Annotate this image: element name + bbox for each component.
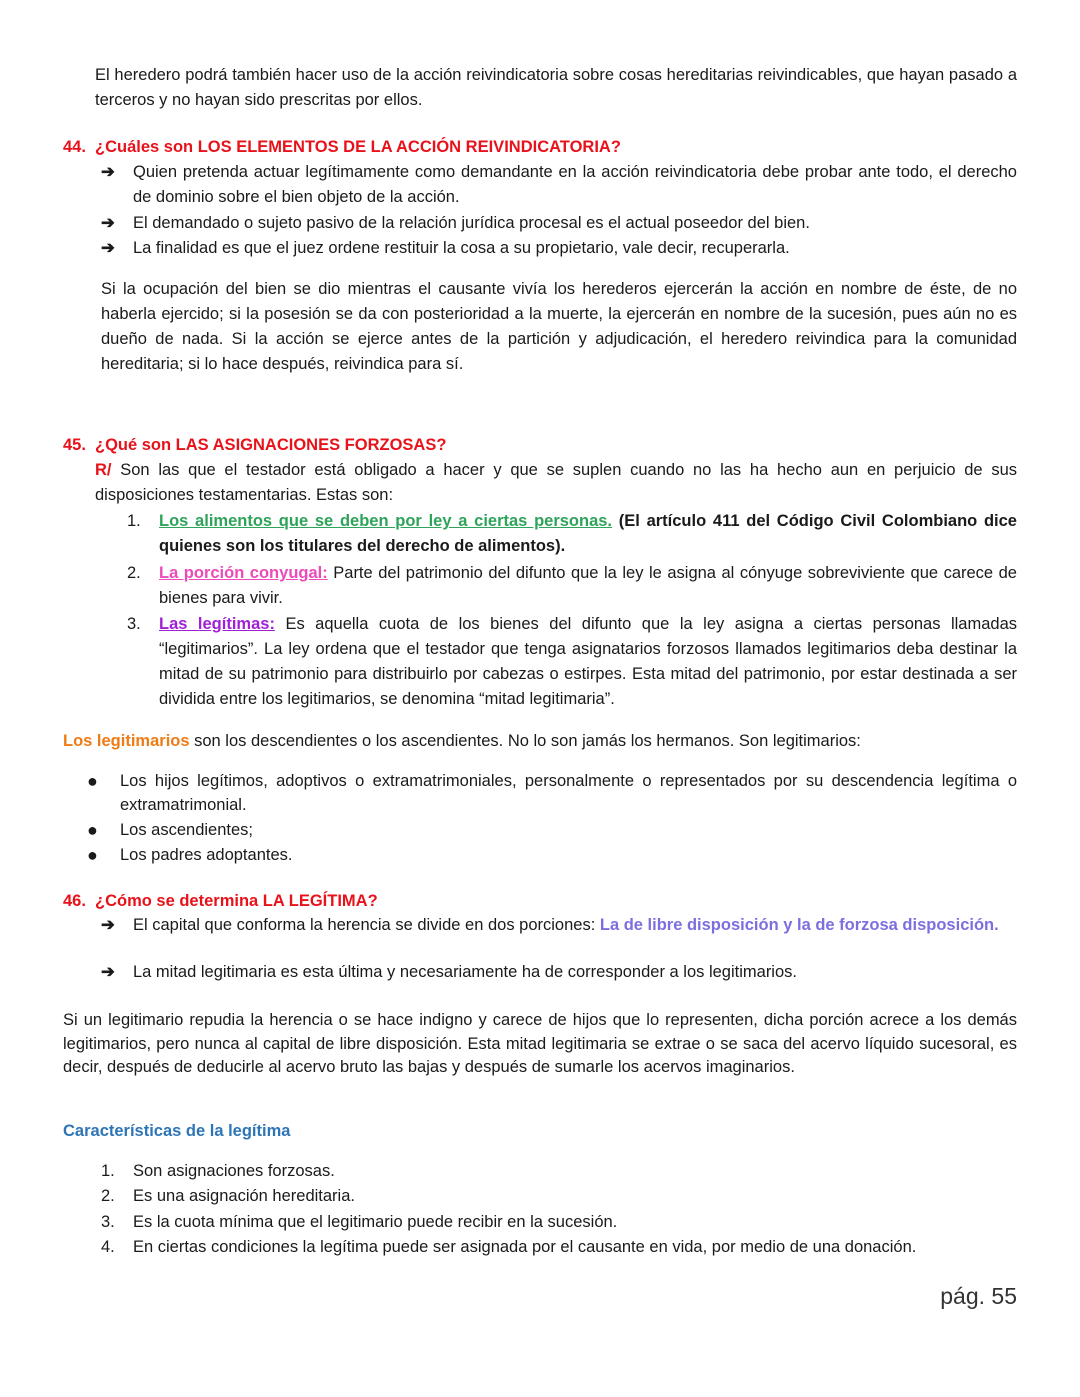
list-item (101, 211, 1017, 236)
list-item-text: La mitad legitimaria es esta última y necesariamente ha de corresponder a los legitimarios. (133, 963, 797, 981)
question-title: ¿Cuáles son LOS ELEMENTOS DE LA ACCIÓN REIVINDICATORIA? (95, 138, 621, 156)
q46-paragraph: Si un legitimario repudia la herencia o se hace indigno y carece de hijos que lo representen, dicha porción acrece a los demás legitimarios, pero nunca al capital de libre disposición. Esta mitad legitimaria se extrae o se saca del acervo líquido sucesoral, es decir, después de deducirle al acervo bruto las bajas y después de sumarle los acervos imaginarios. (63, 1011, 1017, 1076)
list-item (101, 960, 1017, 985)
list-number: 2. (101, 1187, 115, 1205)
list-item (127, 509, 1017, 559)
caracteristicas-heading: Características de la legítima (63, 1122, 291, 1140)
legitimas-label: Las legítimas: (159, 615, 275, 633)
question-number: 44. (63, 138, 86, 156)
question-number: 45. (63, 436, 86, 454)
list-item (127, 561, 1017, 611)
bullet-icon: ● (87, 820, 98, 840)
arrow-icon: ➔ (101, 963, 115, 981)
answer-text: Son las que el testador está obligado a hacer y que se suplen cuando no las ha hecho aun en perjuicio de sus disposiciones testamentarias. Estas son: (95, 461, 1017, 504)
list-item-text: Es la cuota mínima que el legitimario puede recibir en la sucesión. (133, 1213, 618, 1231)
list-item (87, 843, 1017, 867)
list-item-text: Parte del patrimonio del difunto que la ley le asigna al cónyuge sobreviviente que carece de bienes para vivir. (159, 564, 1017, 607)
list-item-text: Los hijos legítimos, adoptivos o extramatrimoniales, personalmente o representados por su descendencia legítima o extramatrimonial. (120, 772, 1017, 814)
list-item (87, 769, 1017, 817)
legitimarios-paragraph (63, 729, 1017, 754)
list-item-text: El capital que conforma la herencia se divide en dos porciones: (133, 916, 600, 934)
intro-paragraph: El heredero podrá también hacer uso de la acción reivindicatoria sobre cosas hereditarias reivindicables, que hayan pasado a terceros y no hayan sido prescritas por ellos. (95, 66, 1017, 109)
question-46-heading (63, 890, 378, 912)
question-number: 46. (63, 892, 86, 910)
legitimarios-term: Los legitimarios (63, 732, 190, 750)
list-item (101, 160, 1017, 210)
bullet-icon: ● (87, 845, 98, 865)
bullet-icon: ● (87, 771, 98, 791)
legitimarios-text: son los descendientes o los ascendientes. No lo son jamás los hermanos. Son legitimarios: (189, 732, 861, 750)
question-title: ¿Cómo se determina LA LEGÍTIMA? (95, 892, 378, 910)
answer-prefix: R/ (95, 461, 112, 479)
list-number: 1. (127, 512, 141, 530)
list-number: 1. (101, 1162, 115, 1180)
arrow-icon: ➔ (101, 239, 115, 257)
list-item-text: Es una asignación hereditaria. (133, 1187, 355, 1205)
list-number: 2. (127, 564, 141, 582)
list-item (101, 913, 1017, 938)
q44-paragraph: Si la ocupación del bien se dio mientras el causante vivía los herederos ejercerán la acción en nombre de éste, de no haberla ejercido; si la posesión se da con posterioridad a la muerte, la ejercerán en nombre de la sucesión, pues aún no es dueño de nada. Si la acción se ejerce antes de la partición y adjudicación, el heredero reivindica para la comunidad hereditaria; si lo hace después, reivindica para sí. (101, 280, 1017, 373)
list-number: 3. (101, 1213, 115, 1231)
list-item-text: La finalidad es que el juez ordene restituir la cosa a su propietario, vale decir, recuperarla. (133, 239, 790, 257)
list-item-text: El demandado o sujeto pasivo de la relación jurídica procesal es el actual poseedor del bien. (133, 214, 810, 232)
page-number: pág. 55 (940, 1283, 1017, 1309)
list-item (101, 1159, 1017, 1184)
list-item (87, 818, 1017, 842)
list-item-text: (El artículo 411 del Código Civil Colombiano dice quienes son los titulares del derecho de alimentos). (159, 512, 1017, 555)
list-item-text: Los ascendientes; (120, 821, 254, 839)
list-item-text: En ciertas condiciones la legítima puede ser asignada por el causante en vida, por medio de una donación. (133, 1238, 917, 1256)
disposicion-highlight: La de libre disposición y la de forzosa disposición. (599, 916, 999, 934)
arrow-icon: ➔ (101, 163, 115, 181)
list-number: 3. (127, 615, 141, 633)
list-item (127, 612, 1017, 712)
list-item (101, 1235, 1017, 1260)
question-title: ¿Qué son LAS ASIGNACIONES FORZOSAS? (95, 436, 447, 454)
list-item-text: Quien pretenda actuar legítimamente como demandante en la acción reivindicatoria debe probar ante todo, el derecho de dominio sobre el bien objeto de la acción. (133, 163, 1017, 206)
alimentos-label: Los alimentos que se deben por ley a ciertas personas. (159, 512, 613, 530)
arrow-icon: ➔ (101, 214, 115, 232)
list-item (101, 1210, 1017, 1235)
porcion-conyugal-label: La porción conyugal: (159, 564, 328, 582)
list-item-text: Los padres adoptantes. (120, 846, 293, 864)
arrow-icon: ➔ (101, 916, 115, 934)
q45-answer (95, 458, 1017, 508)
list-number: 4. (101, 1238, 115, 1256)
question-44-heading (63, 136, 621, 158)
question-45-heading (63, 434, 446, 456)
list-item-text: Es aquella cuota de los bienes del difunto que la ley asigna a ciertas personas llamadas “legitimarios”. La ley ordena que el testador que tenga asignatarios forzosos llamados legitimarios deba destinar la mitad de su patrimonio para distribuirlo por cabezas o estirpes. Esta mitad del patrimonio, por estar destinada a ser dividida entre los legitimarios, se denomina “mitad legitimaria”. (159, 615, 1018, 708)
list-item (101, 1184, 1017, 1209)
list-item (101, 236, 1017, 261)
list-item-text: Son asignaciones forzosas. (133, 1162, 335, 1180)
